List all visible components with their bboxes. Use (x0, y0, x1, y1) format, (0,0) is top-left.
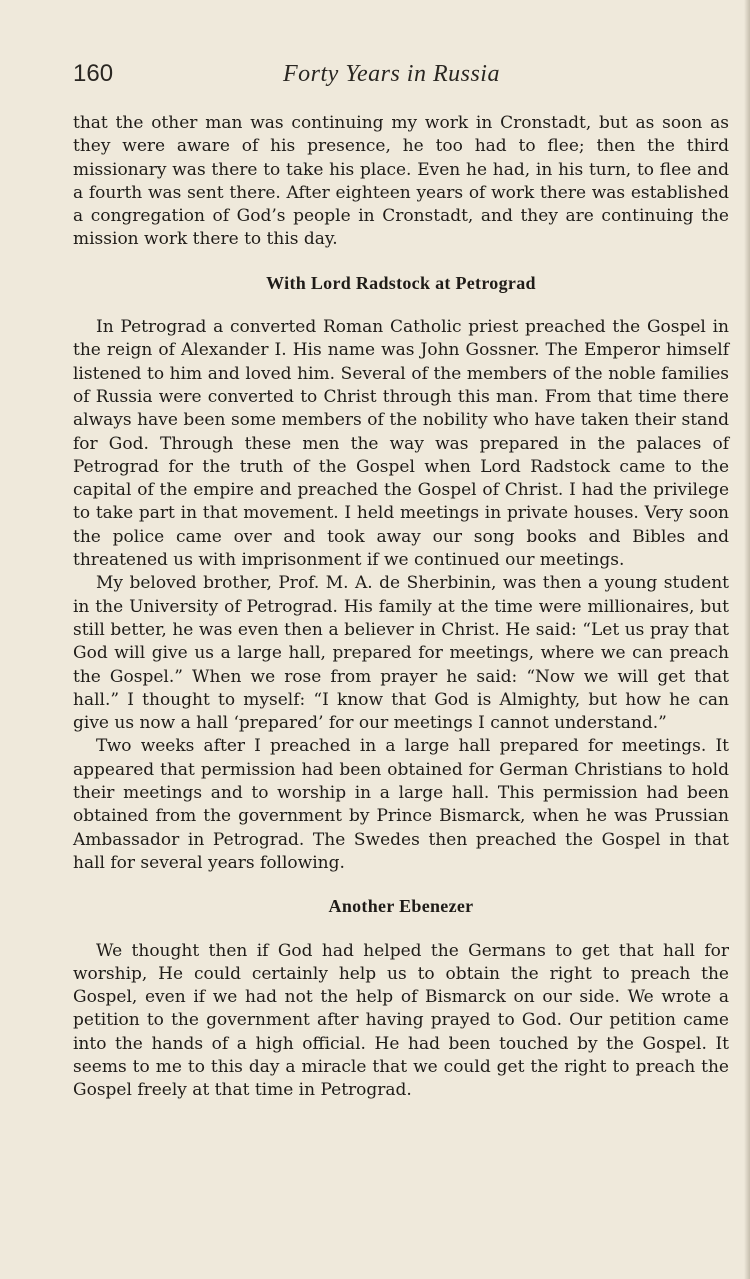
paragraph-5: We thought then if God had helped the Germans to get that hall for worship, He could certainly help us to obtain the right to preach the Gospel, even if we had not the help of Bismarck on our side. We wrote a petition to the government after having prayed to God. Our petition came into the hands of a high official. He had been touched by the Gospel. It seems to me to this day a miracle that we could get the right to preach the Gospel freely at that time in Petrograd. (73, 940, 729, 1101)
paragraph-1: that the other man was continuing my work in Cronstadt, but as soon as they were aware of his presence, he too had to flee; then the third missionary was there to take his place. Even he had, in his turn, to flee and a fourth was sent there. After eighteen years of work there was established a congregation of God’s people in Cronstadt, and they are continuing the mission work there to this day. (73, 113, 729, 250)
running-header (73, 58, 728, 98)
section-heading-ebenezer: Another Ebenezer (328, 896, 474, 917)
book-title: Forty Years in Russia (283, 61, 500, 87)
body-text (73, 112, 729, 1103)
section-heading-radstock: With Lord Radstock at Petrograd (266, 272, 536, 293)
page-edge-shadow (744, 0, 750, 1279)
paragraph-2: In Petrograd a converted Roman Catholic priest preached the Gospel in the reign of Alexander I. His name was John Gossner. The Emperor himself listened to him and loved him. Several of the members of the noble families of Russia were converted to Christ through this man. From that time there always have been some members of the nobility who have taken their stand for God. Through these men the way was prepared in the palaces of Petrograd for the truth of the Gospel when Lord Radstock came to the capital of the empire and preached the Gospel of Christ. I had the privilege to take part in that movement. I held meetings in private houses. Very soon the police came over and took away our song books and Bibles and threatened us with imprisonment if we continued our meetings. (73, 317, 729, 571)
paragraph-4: Two weeks after I preached in a large hall prepared for meetings. It appeared that permission had been obtained for German Christians to hold their meetings and to worship in a large hall. This permission had been obtained from the government by Prince Bismarck, when he was Prussian Ambassador in Petrograd. The Swedes then preached the Gospel in that hall for several years following. (73, 736, 729, 873)
page-number: 160 (73, 60, 114, 87)
paragraph-3: My beloved brother, Prof. M. A. de Sherbinin, was then a young student in the University of Petrograd. His family at the time were millionaires, but still better, he was even then a believer in Christ. He said: “Let us pray that God will give us a large hall, prepared for meetings, where we can preach the Gospel.” When we rose from prayer he said: “Now we will get that hall.” I thought to myself: “I know that God is Almighty, but how he can give us now a hall ‘prepared’ for our meetings I cannot understand.” (73, 573, 729, 734)
